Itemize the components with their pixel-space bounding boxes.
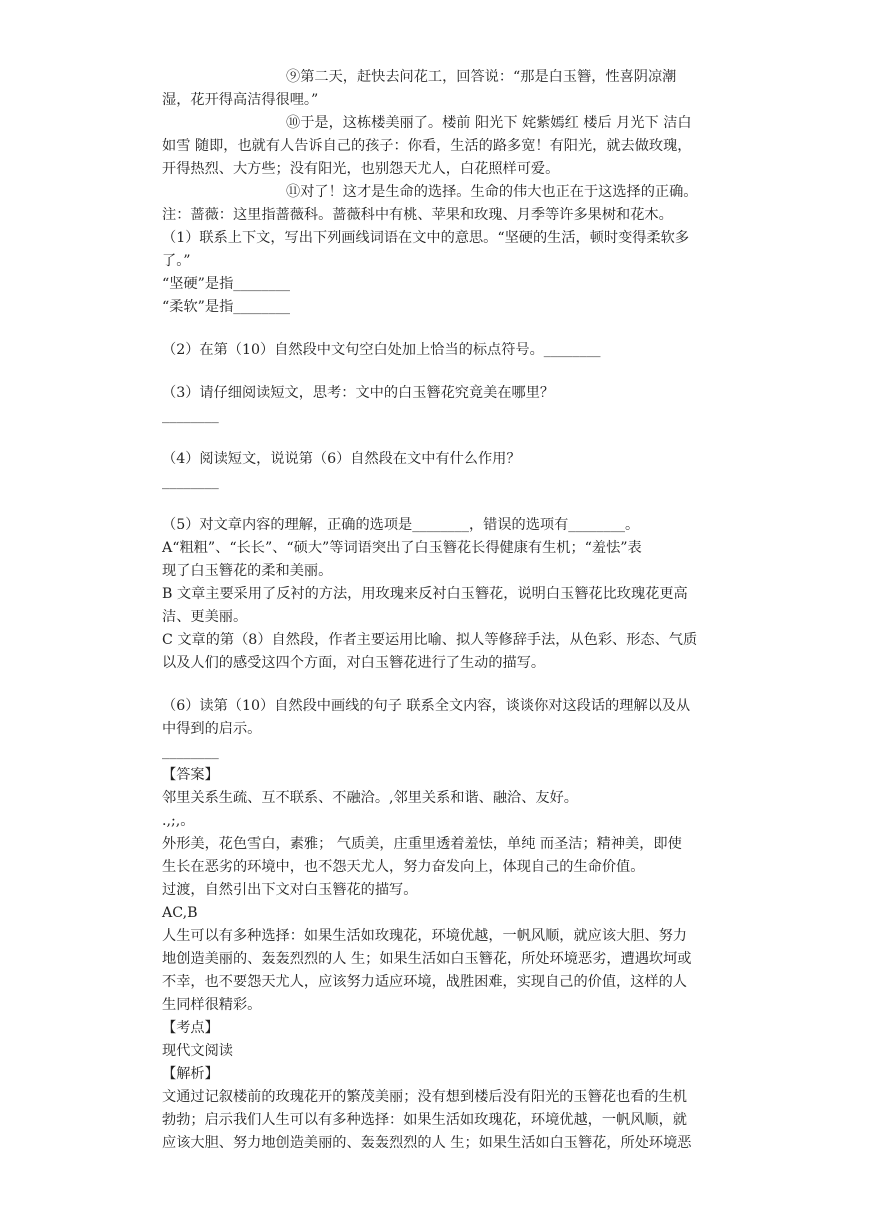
question-3: （3）请仔细阅读短文，思考：文中的白玉簪花究竟美在哪里？ (162, 385, 555, 401)
question-1: （1）联系上下文，写出下列画线词语在文中的意思。“坚硬的生活，顿时变得柔软多 (162, 230, 690, 246)
question-5-option-c-cont: 以及人们的感受这四个方面，对白玉簪花进行了生动的描写。 (162, 655, 546, 671)
document-page (162, 66, 742, 1155)
answer-6: 人生可以有多种选择：如果生活如玫瑰花，环境优越，一帆风顺，就应该大胆、努力 (162, 928, 687, 944)
question-1-cont: 了。” (162, 253, 191, 269)
passage-para9 (162, 66, 742, 89)
answer-3-cont: 生长在恶劣的环境中，也不怨天尤人，努力奋发向上，体现自己的生命价值。 (162, 859, 645, 875)
answer-4: 过渡，自然引出下文对白玉簪花的描写。 (162, 882, 418, 898)
question-5-option-c: C 文章的第（8）自然段，作者主要运用比喻、拟人等修辞手法，从色彩、形态、气质 (162, 632, 698, 648)
answer-6-line4: 生同样很精彩。 (162, 997, 262, 1013)
answer-3: 外形美，花色雪白，素雅； 气质美，庄重里透着羞怯，单纯 而圣洁；精神美，即使 (162, 836, 682, 852)
jiexi-line1: 文通过记叙楼前的玫瑰花开的繁茂美丽；没有想到楼后没有阳光的玉簪花也看的生机 (162, 1089, 687, 1105)
answer-heading: 【答案】 (162, 767, 219, 783)
jiexi-heading: 【解析】 (162, 1066, 219, 1082)
question-5-option-b-cont: 洁、更美丽。 (162, 609, 248, 625)
kaodian-heading: 【考点】 (162, 1020, 219, 1036)
question-5: （5）对文章内容的理解，正确的选项是________，错误的选项有________。 (162, 517, 640, 533)
jiexi-line2: 勃勃；启示我们人生可以有多种选择：如果生活如玫瑰花，环境优越，一帆风顺，就 (162, 1112, 687, 1128)
question-6: （6）读第（10）自然段中画线的句子 联系全文内容，谈谈你对这段话的理解以及从 (162, 698, 691, 714)
passage-para10-line3: 开得热烈、大方些；没有阳光，也别怨天尤人，白花照样可爱。 (162, 161, 560, 177)
jiexi-line3: 应该大胆、努力地创造美丽的、轰轰烈烈的人 生；如果生活如白玉簪花，所处环境恶 (162, 1135, 692, 1151)
passage-para10: ⑩于是，这栋楼美丽了。楼前 阳光下 姹紫嫣红 楼后 月光下 洁白 (286, 115, 692, 131)
question-3-answer-blank: ________ (162, 408, 219, 424)
answer-6-line2: 地创造美丽的、轰轰烈烈的人 生；如果生活如白玉簪花，所处环境恶劣，遭遇坎坷或 (162, 951, 692, 967)
question-4-answer-blank: ________ (162, 474, 219, 490)
kaodian-text: 现代文阅读 (162, 1043, 233, 1059)
passage-para9-cont: 湿，花开得高洁得很哩。” (162, 92, 319, 108)
question-6-answer-blank: ________ (162, 744, 219, 760)
question-1-item-b: “柔软”是指________ (162, 299, 291, 315)
answer-1: 邻里关系生疏、互不联系、不融洽。,邻里关系和谐、融洽、友好。 (162, 790, 578, 806)
answer-5: AC,B (162, 905, 198, 921)
passage-para9-line1: ⑨第二天，赶快去问花工，回答说：“那是白玉簪，性喜阴凉潮 (286, 69, 677, 85)
answer-2: .,;,。 (162, 813, 195, 829)
question-5-option-a-cont: 现了白玉簪花的柔和美丽。 (162, 563, 333, 579)
passage-para10-line2: 如雪 随即，也就有人告诉自己的孩子：你看，生活的路多宽！有阳光，就去做玫瑰， (162, 138, 692, 154)
answer-6-line3: 不幸，也不要怨天尤人，应该努力适应环境，战胜困难，实现自己的价值，这样的人 (162, 974, 687, 990)
question-4: （4）阅读短文，说说第（6）自然段在文中有什么作用？ (162, 451, 521, 467)
question-6-cont: 中得到的启示。 (162, 721, 262, 737)
question-1-item-a: “坚硬”是指________ (162, 276, 291, 292)
question-5-option-a: A“粗粗”、“长长”、“硕大”等词语突出了白玉簪花长得健康有生机；“羞怯”表 (162, 540, 642, 556)
question-5-option-b: B 文章主要采用了反衬的方法，用玫瑰来反衬白玉簪花，说明白玉簪花比玫瑰花更高 (162, 586, 688, 602)
passage-para11: ⑪对了！这才是生命的选择。生命的伟大也正在于这选择的正确。 (286, 184, 698, 200)
passage-note: 注：蔷薇：这里指蔷薇科。蔷薇科中有桃、苹果和玫瑰、月季等许多果树和花木。 (162, 207, 673, 223)
question-2: （2）在第（10）自然段中文句空白处加上恰当的标点符号。________ (162, 342, 601, 358)
